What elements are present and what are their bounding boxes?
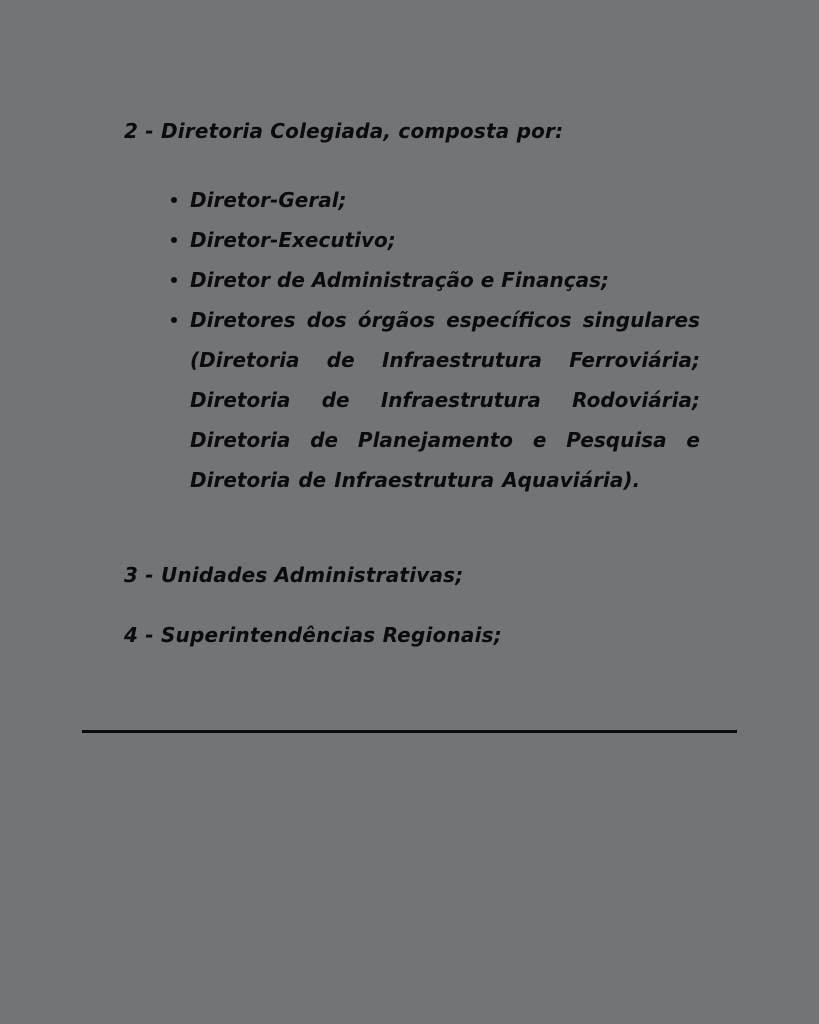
bullet-list xyxy=(190,180,700,500)
section-heading-2: 2 - Diretoria Colegiada, composta por: xyxy=(124,119,564,143)
list-item xyxy=(190,220,700,260)
list-item-text: Diretor de Administração e Finanças; xyxy=(190,268,609,292)
bullet-icon xyxy=(171,237,177,243)
list-item xyxy=(190,300,700,500)
list-item-text: Diretores dos órgãos específicos singulares (Diretoria de Infraestrutura Ferroviária; Diretoria de Infraestrutura Rodoviária; Diretoria de Planejamento e Pesquisa e Diretoria de Infraestrutura Aquaviária). xyxy=(190,308,700,492)
bullet-icon xyxy=(171,277,177,283)
list-item xyxy=(190,180,700,220)
section-heading-4: 4 - Superintendências Regionais; xyxy=(124,623,502,647)
section-heading-3: 3 - Unidades Administrativas; xyxy=(124,563,464,587)
bullet-icon xyxy=(171,197,177,203)
list-item xyxy=(190,260,700,300)
bullet-icon xyxy=(171,317,177,323)
list-item-text: Diretor-Executivo; xyxy=(190,228,396,252)
list-item-text: Diretor-Geral; xyxy=(190,188,347,212)
horizontal-divider xyxy=(82,730,737,733)
